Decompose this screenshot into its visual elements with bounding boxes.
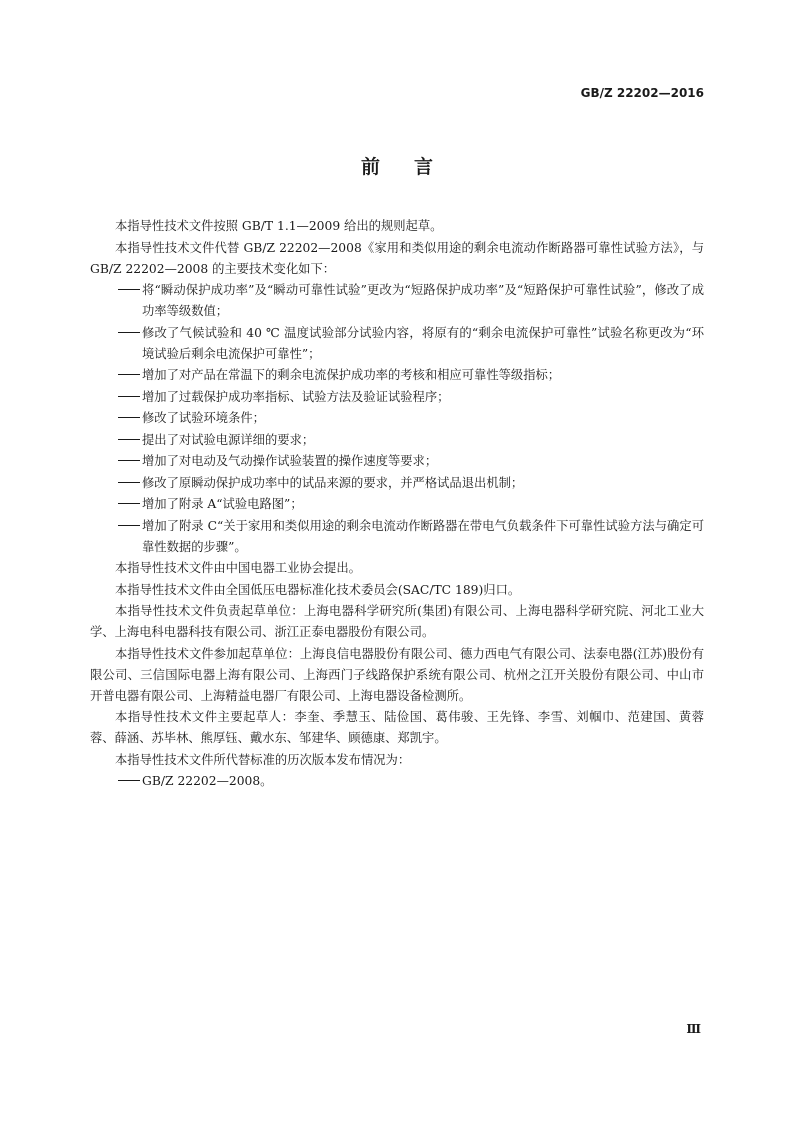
list-item	[90, 387, 704, 408]
list-item-text: 增加了对产品在常温下的剩余电流保护成功率的考核和相应可靠性等级指标；	[142, 368, 561, 382]
list-item-text: 增加了过载保护成功率指标、试验方法及验证试验程序；	[142, 389, 450, 404]
dash-marker	[118, 771, 142, 792]
paragraph-history: 本指导性技术文件所代替标准的历次版本发布情况为：	[115, 752, 411, 767]
foreword-body	[90, 216, 704, 793]
list-item-text: 将“瞬动保护成功率”及“瞬动可靠性试验”更改为“短路保护成功率”及“短路保护可靠性试验”，修改了成功率等级数值；	[142, 283, 704, 318]
paragraph-proposer: 本指导性技术文件由中国电器工业协会提出。	[115, 561, 361, 575]
paragraph-participating-units: 本指导性技术文件参加起草单位：上海良信电器股份有限公司、德力西电气有限公司、法泰电器(江苏)股份有限公司、三信国际电器上海有限公司、上海西门子线路保护系统有限公司、杭州之江开关股份有限公司、中山市开普电器有限公司、上海精益电器厂有限公司、上海电器设备检测所。	[90, 646, 704, 703]
dash-marker	[118, 516, 142, 537]
dash-marker	[118, 280, 142, 301]
list-item-text: 修改了气候试验和 40 ℃ 温度试验部分试验内容，将原有的“剩余电流保护可靠性”试验名称更改为“环境试验后剩余电流保护可靠性”；	[142, 325, 704, 361]
dash-marker	[118, 323, 142, 344]
list-item-text: 修改了试验环境条件；	[142, 411, 265, 425]
paragraph-drafting-rules: 本指导性技术文件按照 GB/T 1.1—2009 给出的规则起草。	[115, 219, 443, 233]
page-number: Ⅲ	[686, 1022, 701, 1036]
dash-marker	[118, 408, 142, 429]
dash-marker	[118, 430, 142, 451]
dash-marker	[118, 494, 142, 515]
page-title: 前言	[360, 156, 467, 178]
list-item	[90, 323, 704, 365]
list-item	[90, 451, 704, 472]
list-item	[90, 516, 704, 558]
list-item	[90, 494, 704, 515]
paragraph-replacement: 本指导性技术文件代替 GB/Z 22202—2008《家用和类似用途的剩余电流动作断路器可靠性试验方法》，与 GB/Z 22202—2008 的主要技术变化如下：	[90, 240, 704, 276]
paragraph-drafters: 本指导性技术文件主要起草人：李奎、季慧玉、陆俭国、葛伟骏、王先锋、李雪、刘帼巾、范建国、黄蓉蓉、薛涵、苏毕林、熊厚钰、戴水东、邹建华、顾德康、郑凯宇。	[90, 710, 704, 745]
paragraph-committee: 本指导性技术文件由全国低压电器标准化技术委员会(SAC/TC 189)归口。	[115, 582, 521, 597]
list-item-text: 增加了附录 A“试验电路图”；	[142, 497, 303, 511]
list-item	[90, 365, 704, 386]
list-item-text: GB/Z 22202—2008。	[142, 774, 273, 788]
list-item-text: 提出了对试验电源详细的要求；	[142, 432, 315, 447]
dash-marker	[118, 451, 142, 472]
list-item	[90, 473, 704, 494]
paragraph-responsible-units: 本指导性技术文件负责起草单位：上海电器科学研究所(集团)有限公司、上海电器科学研究院、河北工业大学、上海电科电器科技有限公司、浙江正泰电器股份有限公司。	[90, 604, 704, 639]
standard-number: GB/Z 22202—2016	[580, 86, 704, 100]
list-item	[90, 430, 704, 451]
list-item-text: 增加了对电动及气动操作试验装置的操作速度等要求；	[142, 454, 438, 468]
list-item	[90, 771, 704, 792]
dash-marker	[118, 387, 142, 408]
list-item	[90, 408, 704, 429]
dash-marker	[118, 365, 142, 386]
list-item-text: 增加了附录 C“关于家用和类似用途的剩余电流动作断路器在带电气负载条件下可靠性试验方法与确定可靠性数据的步骤”。	[142, 518, 704, 554]
history-list	[90, 771, 704, 792]
list-item	[90, 280, 704, 322]
list-item-text: 修改了原瞬动保护成功率中的试品来源的要求，并严格试品退出机制；	[142, 475, 524, 490]
dash-marker	[118, 473, 142, 494]
changes-list	[90, 280, 704, 558]
